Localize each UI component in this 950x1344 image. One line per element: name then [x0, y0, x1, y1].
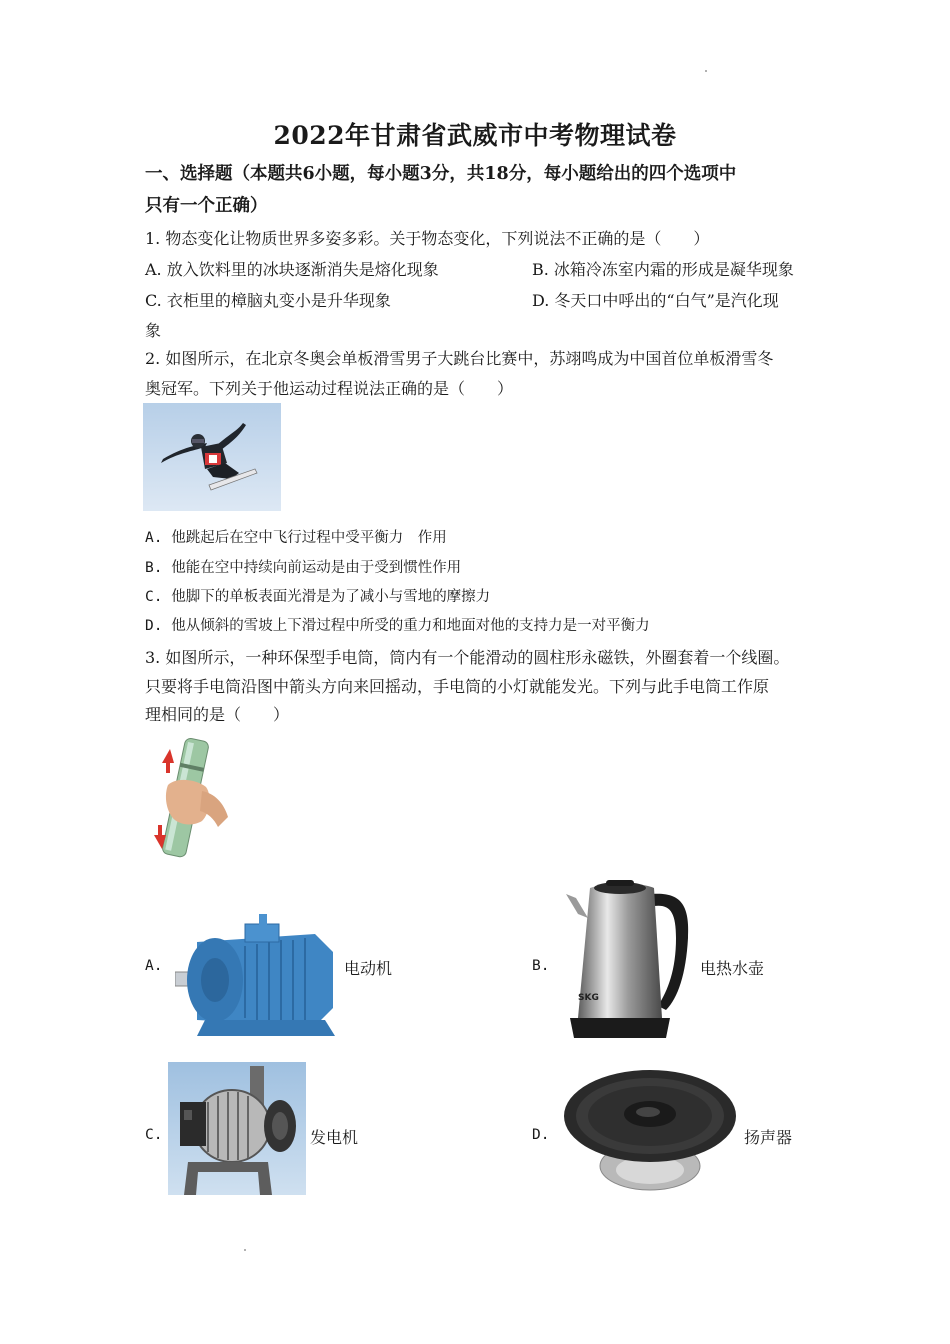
q3-option-b-name: 电热水壶 — [700, 959, 765, 978]
section-heading-line2: 只有一个正确） — [145, 196, 268, 216]
electric-motor-image — [175, 912, 340, 1044]
q3-option-d-name: 扬声器 — [744, 1128, 793, 1147]
q1-option-c: C. 衣柜里的樟脑丸变小是升华现象 — [145, 291, 391, 310]
q1-option-b: B. 冰箱冷冻室内霜的形成是凝华现象 — [532, 260, 794, 279]
q2-option-c: C. 他脚下的单板表面光滑是为了减小与雪地的摩擦力 — [145, 589, 491, 605]
q3-option-a-name: 电动机 — [344, 959, 393, 978]
q3-option-c-name: 发电机 — [310, 1128, 359, 1147]
q3-stem-line2: 只要将手电筒沿图中箭头方向来回摇动，手电筒的小灯就能发光。下列与此手电筒工作原 — [145, 677, 770, 696]
electric-kettle-image — [562, 878, 694, 1046]
flashlight-image — [140, 735, 235, 865]
corner-mark-bottom — [244, 1249, 246, 1251]
q3-option-d-label: D. — [532, 1127, 550, 1143]
page-title: 2022年甘肃省武威市中考物理试卷 — [273, 121, 677, 150]
q1-option-a: A. 放入饮料里的冰块逐渐消失是熔化现象 — [145, 260, 439, 279]
q3-option-c-label: C. — [145, 1127, 163, 1143]
q2-option-b: B. 他能在空中持续向前运动是由于受到惯性作用 — [145, 560, 462, 576]
q1-option-d-line1: D. 冬天口中呼出的“白气”是汽化现 — [532, 291, 779, 310]
q3-option-a-label: A. — [145, 958, 163, 974]
q2-stem-line1: 2. 如图所示，在北京冬奥会单板滑雪男子大跳台比赛中，苏翊鸣成为中国首位单板滑雪冬 — [145, 349, 774, 368]
q1-option-d-line2: 象 — [145, 321, 162, 340]
q3-option-b-label: B. — [532, 958, 550, 974]
q3-stem-line1: 3. 如图所示，一种环保型手电筒，筒内有一个能滑动的圆柱形永磁铁，外圈套着一个线圈。 — [145, 648, 790, 667]
kettle-brand-text: SKG — [578, 993, 599, 1003]
loudspeaker-image — [560, 1066, 740, 1196]
snowboarder-image — [143, 403, 281, 511]
q3-stem-line3: 理相同的是（ ） — [145, 705, 290, 724]
q1-stem: 1. 物态变化让物质世界多姿多彩。关于物态变化，下列说法不正确的是（ ） — [145, 229, 710, 248]
q2-option-a: A. 他跳起后在空中飞行过程中受平衡力 作用 — [145, 530, 447, 546]
corner-mark-top — [705, 70, 707, 72]
generator-image — [168, 1062, 306, 1195]
q2-stem-line2: 奥冠军。下列关于他运动过程说法正确的是（ ） — [145, 379, 514, 398]
q2-option-d: D. 他从倾斜的雪坡上下滑过程中所受的重力和地面对他的支持力是一对平衡力 — [145, 618, 650, 634]
section-heading-line1: 一、选择题（本题共6小题，每小题3分，共18分，每小题给出的四个选项中 — [145, 164, 737, 184]
